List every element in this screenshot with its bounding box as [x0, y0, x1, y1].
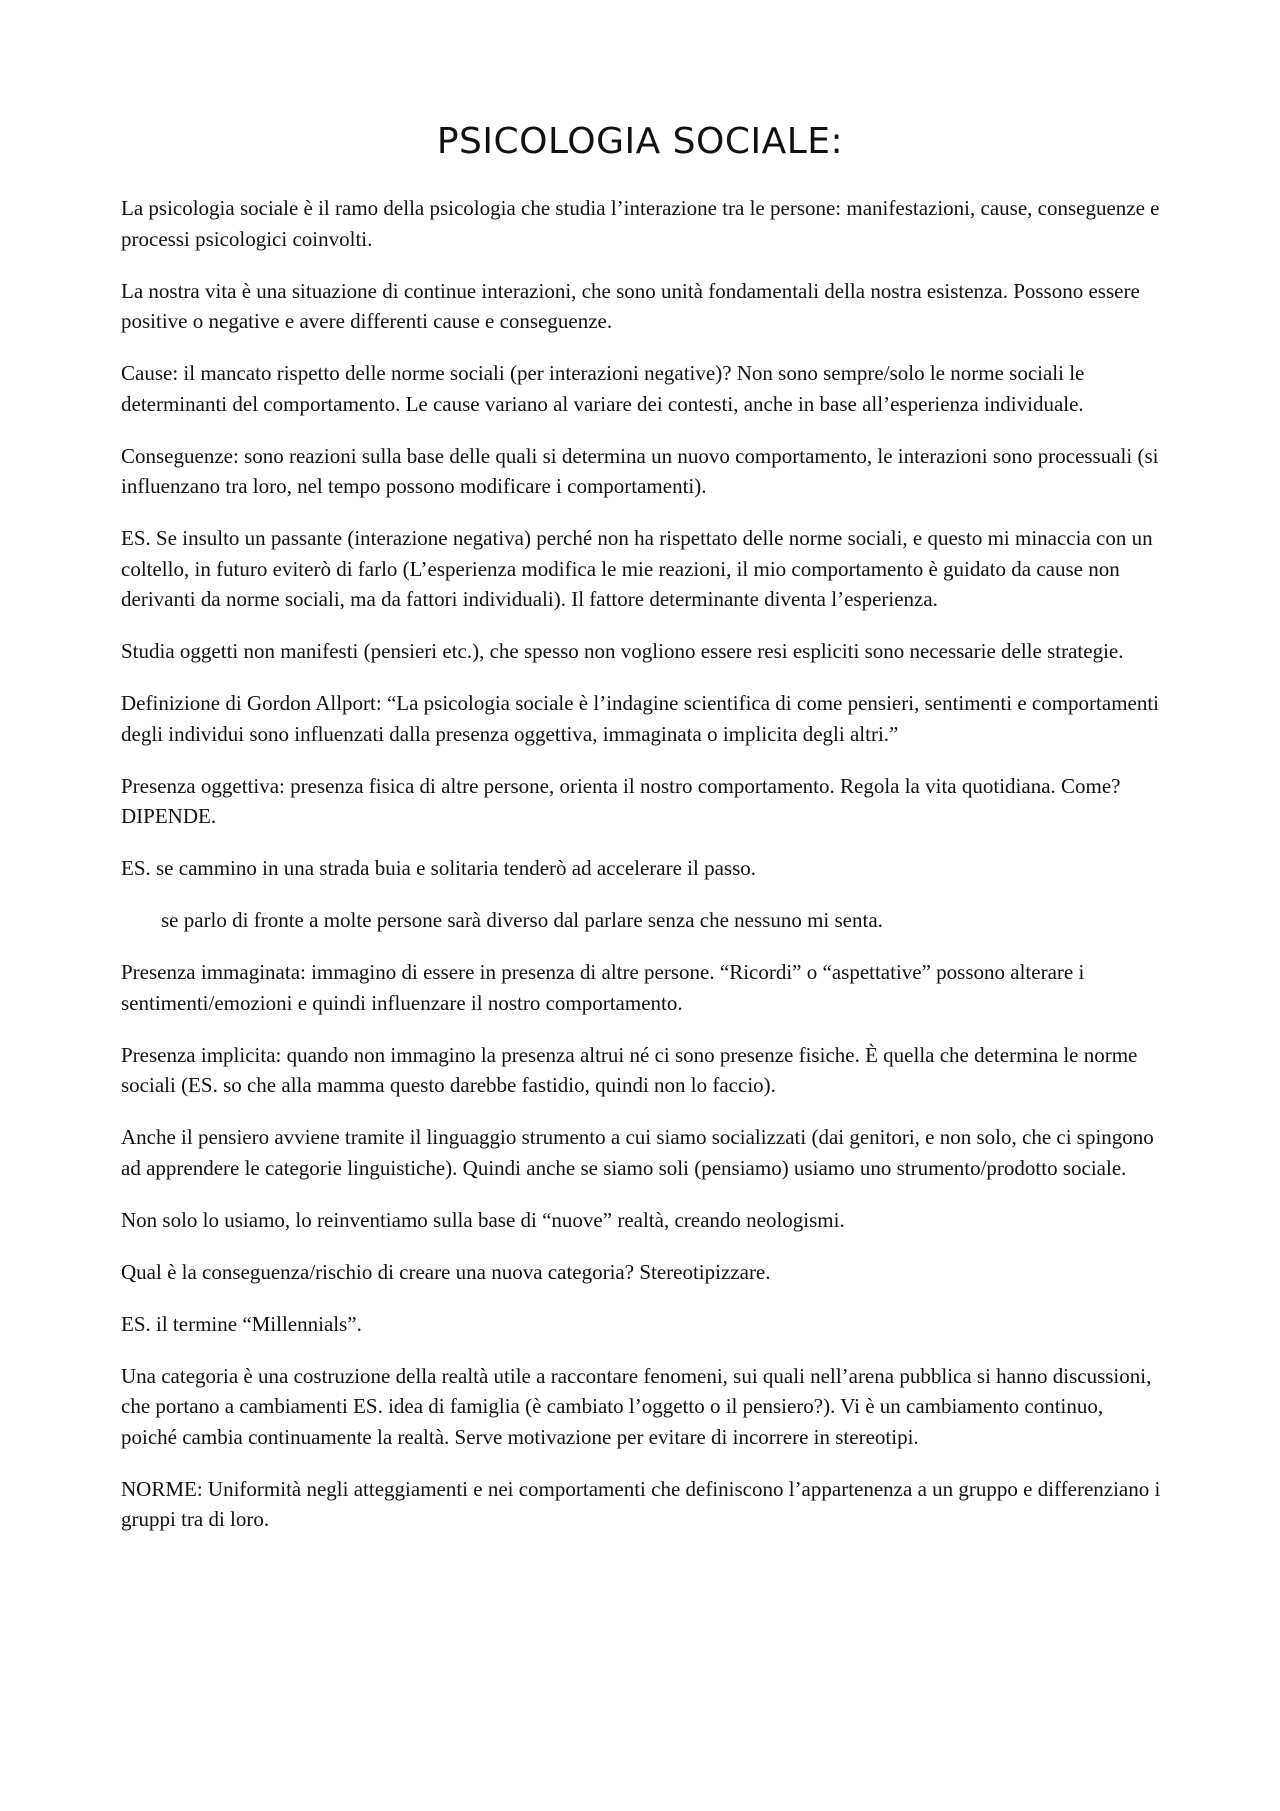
paragraph-example-insult: ES. Se insulto un passante (interazione negativa) perché non ha rispettato delle norme sociali, e questo mi minaccia con un coltello, in futuro eviterò di farlo (L’esperienza modifica le mie reazioni, il mio comportamento è guidato da cause non derivanti da norme sociali, ma da fattori individuali). Il fattore determinante diventa l’esperienza. — [121, 526, 1153, 611]
paragraph-implicit-presence: Presenza implicita: quando non immagino la presenza altrui né ci sono presenze fisiche. È quella che determina le norme sociali (ES. so che alla mamma questo darebbe fastidio, quindi non lo faccio). — [121, 1042, 1138, 1097]
paragraph-category: Una categoria è una costruzione della realtà utile a raccontare fenomeni, sui quali nell’arena pubblica si hanno discussioni, che portano a cambiamenti ES. idea di famiglia (è cambiato l’oggetto o il pensiero?). Vi è un cambiamento continuo, poiché cambia continuamente la realtà. Serve motivazione per evitare di incorrere in stereotipi. — [121, 1363, 1152, 1449]
paragraph-causes: Cause: il mancato rispetto delle norme sociali (per interazioni negative)? Non sono sempre/solo le norme sociali le determinanti del comportamento. Le cause variano al variare dei contesti, anche in base all’esperienza individuale. — [121, 361, 1085, 416]
paragraph-example-speech: se parlo di fronte a molte persone sarà diverso dal parlare senza che nessuno mi senta. — [161, 908, 883, 932]
page-title: PSICOLOGIA SOCIALE: — [436, 121, 844, 162]
paragraph-neologisms: Non solo lo usiamo, lo reinventiamo sulla base di “nuove” realtà, creando neologismi. — [121, 1207, 845, 1232]
paragraph-stereotyping: Qual è la conseguenza/rischio di creare una nuova categoria? Stereotipizzare. — [121, 1259, 771, 1284]
paragraph-example-millennials: ES. il termine “Millennials”. — [121, 1311, 362, 1336]
paragraph-norms: NORME: Uniformità negli atteggiamenti e nei comportamenti che definiscono l’appartenenza a un gruppo e differenziano i gruppi tra di loro. — [121, 1476, 1161, 1531]
paragraph-consequences: Conseguenze: sono reazioni sulla base delle quali si determina un nuovo comportamento, le interazioni sono processuali (si influenzano tra loro, nel tempo possono modificare i comportamenti). — [121, 443, 1159, 498]
paragraph-interactions: La nostra vita è una situazione di continue interazioni, che sono unità fondamentali della nostra esistenza. Possono essere positive o negative e avere differenti cause e conseguenze. — [121, 278, 1140, 333]
paragraph-imagined-presence: Presenza immaginata: immagino di essere in presenza di altre persone. “Ricordi” o “aspettative” possono alterare i sentimenti/emozioni e quindi influenzare il nostro comportamento. — [121, 960, 1085, 1015]
paragraph-definition: La psicologia sociale è il ramo della psicologia che studia l’interazione tra le persone: manifestazioni, cause, conseguenze e processi psicologici coinvolti. — [121, 196, 1160, 251]
paragraph-objective-presence: Presenza oggettiva: presenza fisica di altre persone, orienta il nostro comportamento. Regola la vita quotidiana. Come? DIPENDE. — [121, 773, 1121, 828]
paragraph-allport-definition: Definizione di Gordon Allport: “La psicologia sociale è l’indagine scientifica di come pensieri, sentimenti e comportamenti degli individui sono influenzati dalla presenza oggettiva, immaginata o implicita degli altri.” — [121, 691, 1160, 746]
paragraph-language: Anche il pensiero avviene tramite il linguaggio strumento a cui siamo socializzati (dai genitori, e non solo, che ci spingono ad apprendere le categorie linguistiche). Quindi anche se siamo soli (pensiamo) usiamo uno strumento/prodotto sociale. — [121, 1125, 1154, 1180]
paragraph-example-street: ES. se cammino in una strada buia e solitaria tenderò ad accelerare il passo. — [121, 856, 757, 880]
paragraph-hidden-objects: Studia oggetti non manifesti (pensieri etc.), che spesso non vogliono essere resi espliciti sono necessarie delle strategie. — [121, 639, 1124, 663]
document-body — [121, 193, 1161, 1556]
